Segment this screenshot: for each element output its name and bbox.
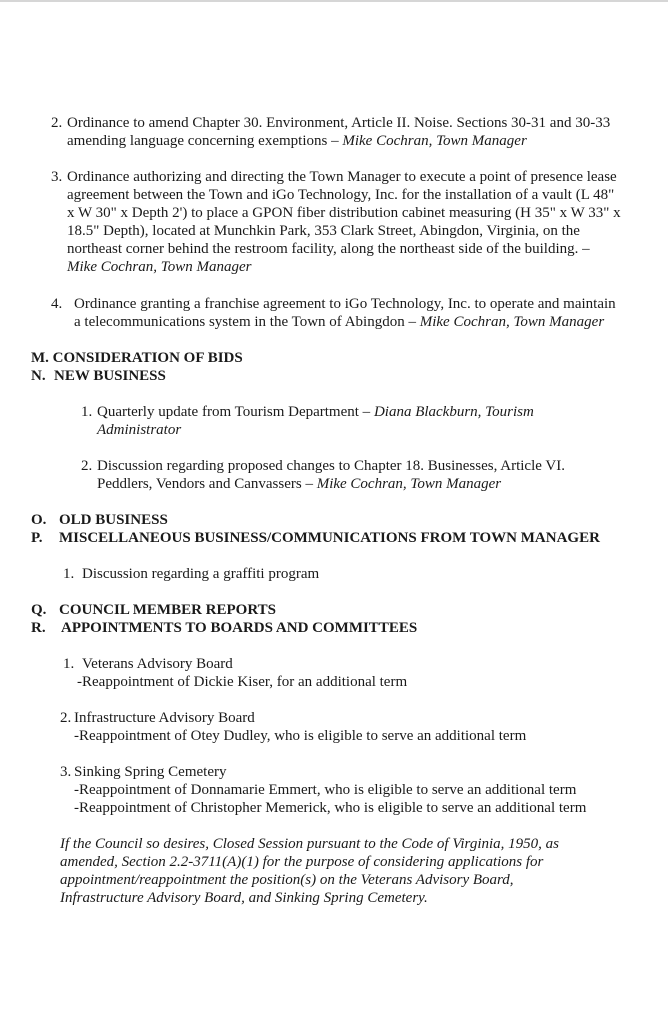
- new-business-item-2: [81, 457, 565, 493]
- item-text: Ordinance to amend Chapter 30. Environment, Article II. Noise. Sections 30-31 and 30-33: [67, 115, 611, 131]
- item-text: Ordinance granting a franchise agreement to iGo Technology, Inc. to operate and maintain: [74, 296, 616, 312]
- board-name: Sinking Spring Cemetery: [74, 764, 227, 780]
- item-number: 2.: [51, 115, 63, 131]
- section-heading-q: [31, 601, 276, 619]
- section-letter: O.: [31, 512, 47, 528]
- item-text: x W 30" x Depth 2') to place a GPON fiber distribution cabinet measuring (H 35" x W 33" x: [67, 205, 621, 221]
- board-name: Veterans Advisory Board: [82, 656, 233, 672]
- appointment-detail: -Reappointment of Donnamarie Emmert, who is eligible to serve an additional term: [74, 782, 577, 798]
- item-text: Quarterly update from Tourism Department –: [97, 404, 374, 420]
- appointment-detail: -Reappointment of Otey Dudley, who is eligible to serve an additional term: [74, 728, 527, 744]
- item-sponsor: Mike Cochran, Town Manager: [342, 133, 527, 149]
- ordinance-item-2: [51, 114, 610, 150]
- item-text: Peddlers, Vendors and Canvassers –: [97, 476, 317, 492]
- item-text: Discussion regarding a graffiti program: [82, 566, 320, 582]
- note-line: Infrastructure Advisory Board, and Sinking Spring Cemetery.: [60, 890, 428, 906]
- closed-session-note: [60, 835, 559, 907]
- top-border: [0, 0, 668, 2]
- section-heading-n: [31, 367, 166, 385]
- item-text: a telecommunications system in the Town of Abingdon –: [74, 314, 420, 330]
- item-text: agreement between the Town and iGo Technology, Inc. for the installation of a vault (L 48": [67, 187, 615, 203]
- item-text: Ordinance authorizing and directing the Town Manager to execute a point of presence lease: [67, 169, 617, 185]
- item-number: 2.: [60, 710, 72, 726]
- item-sponsor: Diana Blackburn, Tourism: [373, 404, 534, 420]
- item-number: 1.: [63, 566, 75, 582]
- section-title: NEW BUSINESS: [54, 368, 166, 384]
- item-text: Discussion regarding proposed changes to Chapter 18. Businesses, Article VI.: [97, 458, 565, 474]
- item-sponsor: Mike Cochran, Town Manager: [67, 259, 252, 275]
- item-text: northeast corner behind the restroom facility, along the northeast side of the building. –: [67, 241, 590, 257]
- note-line: appointment/reappointment the position(s) on the Veterans Advisory Board,: [60, 872, 514, 888]
- section-heading-m: [31, 349, 243, 367]
- misc-business-item-1: [63, 565, 319, 583]
- item-text: amending language concerning exemptions –: [67, 133, 343, 149]
- section-letter: R.: [31, 620, 46, 636]
- section-heading-p: [31, 529, 600, 547]
- item-sponsor: Administrator: [97, 422, 182, 438]
- item-text: 18.5" Depth), located at Munchkin Park, 353 Clark Street, Abingdon, Virginia, on the: [67, 223, 580, 239]
- note-line: amended, Section 2.2-3711(A)(1) for the purpose of considering applications for: [60, 854, 544, 870]
- appointment-item-3: [60, 763, 586, 817]
- section-title: APPOINTMENTS TO BOARDS AND COMMITTEES: [61, 620, 418, 636]
- appointment-detail: -Reappointment of Christopher Memerick, who is eligible to serve an additional term: [74, 800, 587, 816]
- appointment-item-1: [63, 655, 407, 691]
- item-number: 1.: [63, 656, 75, 672]
- item-sponsor: Mike Cochran, Town Manager: [316, 476, 502, 492]
- appointment-detail: -Reappointment of Dickie Kiser, for an additional term: [77, 674, 408, 690]
- section-letter: P.: [31, 530, 43, 546]
- item-sponsor: Mike Cochran, Town Manager: [419, 314, 605, 330]
- note-line: If the Council so desires, Closed Session pursuant to the Code of Virginia, 1950, as: [60, 836, 560, 852]
- section-title: OLD BUSINESS: [59, 512, 168, 528]
- item-number: 3.: [60, 764, 72, 780]
- section-letter: N.: [31, 368, 46, 384]
- item-number: 4.: [51, 296, 63, 312]
- appointment-item-2: [60, 709, 526, 745]
- item-number: 1.: [81, 404, 93, 420]
- section-title: MISCELLANEOUS BUSINESS/COMMUNICATIONS FROM TOWN MANAGER: [59, 530, 600, 546]
- section-title: CONSIDERATION OF BIDS: [52, 350, 243, 366]
- section-letter: Q.: [31, 602, 47, 618]
- ordinance-item-4: [51, 295, 616, 331]
- section-letter: M.: [31, 350, 49, 366]
- section-title: COUNCIL MEMBER REPORTS: [59, 602, 276, 618]
- new-business-item-1: [81, 403, 534, 439]
- section-heading-r: [31, 619, 417, 637]
- item-number: 2.: [81, 458, 93, 474]
- section-heading-o: [31, 511, 168, 529]
- item-number: 3.: [51, 169, 63, 185]
- ordinance-item-3: [51, 168, 621, 276]
- board-name: Infrastructure Advisory Board: [74, 710, 255, 726]
